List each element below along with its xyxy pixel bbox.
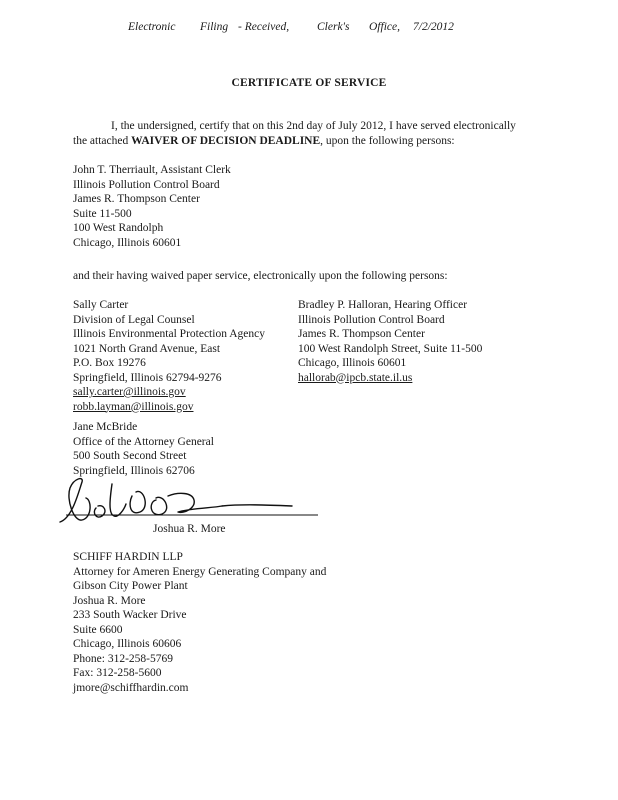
stamp-received: - Received, bbox=[238, 21, 290, 33]
signatory-name: Joshua R. More bbox=[153, 523, 226, 535]
address-line: Bradley P. Halloran, Hearing Officer bbox=[298, 299, 468, 311]
address-line: James R. Thompson Center bbox=[298, 328, 425, 340]
address-line: Chicago, Illinois 60601 bbox=[298, 357, 407, 369]
address-line: Office of the Attorney General bbox=[73, 435, 214, 448]
right-recipient-address bbox=[298, 298, 482, 385]
email-link[interactable]: robb.layman@illinois.gov bbox=[73, 400, 194, 413]
waiver-statement: and their having waived paper service, electronically upon the following persons: bbox=[73, 270, 448, 282]
primary-recipient-address bbox=[73, 163, 231, 250]
address-line: John T. Therriault, Assistant Clerk bbox=[73, 164, 231, 176]
address-line: Suite 11-500 bbox=[73, 207, 132, 220]
firm-line: 233 South Wacker Drive bbox=[73, 609, 187, 621]
address-line: Illinois Environmental Protection Agency bbox=[73, 328, 265, 340]
address-line: 100 West Randolph Street, Suite 11-500 bbox=[298, 342, 483, 355]
firm-line: Suite 6600 bbox=[73, 623, 123, 636]
email-link[interactable]: hallorab@ipcb.state.il.us bbox=[298, 371, 413, 384]
address-line: Illinois Pollution Control Board bbox=[298, 313, 445, 326]
firm-line: Joshua R. More bbox=[73, 594, 146, 607]
document-name: WAIVER OF DECISION DEADLINE bbox=[131, 134, 321, 147]
firm-name: SCHIFF HARDIN LLP bbox=[73, 551, 183, 563]
stamp-office: Office, bbox=[369, 21, 400, 33]
address-line: James R. Thompson Center bbox=[73, 193, 200, 205]
firm-email[interactable]: jmore@schiffhardin.com bbox=[73, 681, 189, 694]
address-line: Springfield, Illinois 62706 bbox=[73, 464, 195, 477]
firm-signature-block bbox=[73, 550, 326, 695]
electronic-filing-stamp bbox=[0, 21, 618, 37]
firm-phone: Phone: 312-258-5769 bbox=[73, 652, 173, 665]
firm-line: Attorney for Ameren Energy Generating Company and bbox=[73, 565, 327, 578]
third-recipient-address bbox=[73, 420, 214, 478]
address-line: 500 South Second Street bbox=[73, 450, 187, 462]
stamp-date: 7/2/2012 bbox=[413, 21, 454, 33]
address-line: 100 West Randolph bbox=[73, 222, 164, 234]
address-line: Illinois Pollution Control Board bbox=[73, 178, 220, 191]
address-line: 1021 North Grand Avenue, East bbox=[73, 342, 221, 355]
address-line: Division of Legal Counsel bbox=[73, 313, 195, 326]
firm-line: Gibson City Power Plant bbox=[73, 580, 188, 592]
address-line: Springfield, Illinois 62794-9276 bbox=[73, 371, 222, 384]
left-recipient-address bbox=[73, 298, 265, 414]
firm-fax: Fax: 312-258-5600 bbox=[73, 667, 162, 679]
address-line: Chicago, Illinois 60601 bbox=[73, 236, 182, 249]
certification-paragraph bbox=[73, 119, 553, 148]
certification-line-2: the attached WAIVER OF DECISION DEADLINE, upon the following persons: bbox=[73, 134, 455, 147]
address-line: P.O. Box 19276 bbox=[73, 357, 146, 369]
stamp-electronic: Electronic bbox=[128, 21, 176, 33]
firm-line: Chicago, Illinois 60606 bbox=[73, 638, 182, 650]
document-title: CERTIFICATE OF SERVICE bbox=[231, 77, 387, 89]
address-line: Sally Carter bbox=[73, 299, 129, 311]
address-line: Jane McBride bbox=[73, 421, 138, 433]
email-link[interactable]: sally.carter@illinois.gov bbox=[73, 386, 186, 398]
stamp-filing: Filing bbox=[200, 21, 229, 33]
certification-line-1: I, the undersigned, certify that on this 2nd day of July 2012, I have served electronically bbox=[111, 120, 516, 132]
stamp-clerks: Clerk's bbox=[317, 21, 350, 33]
